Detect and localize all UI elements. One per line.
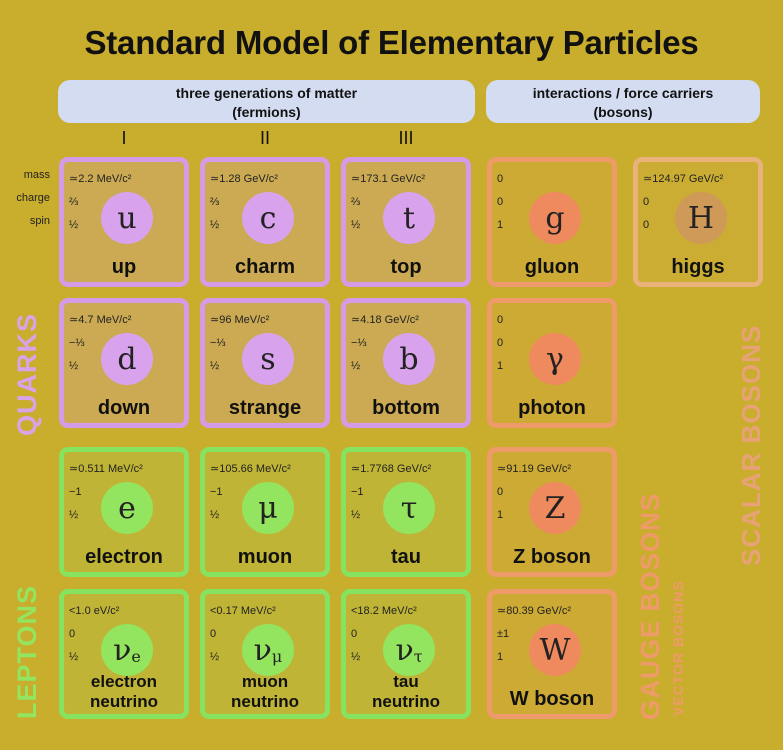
particle-symbol: [101, 624, 153, 676]
particle-symbol: d: [101, 333, 153, 385]
mass-value: ≃80.39 GeV/c²: [497, 605, 572, 617]
mass-value: ≃91.19 GeV/c²: [497, 463, 572, 475]
particle-symbol: t: [383, 192, 435, 244]
particle-name: muon: [237, 546, 293, 568]
leptons-group-label: LEPTONS: [12, 584, 42, 719]
particle-symbol: [383, 624, 435, 676]
particle-name-line2: neutrino: [90, 692, 158, 711]
mass-row-label: mass: [23, 169, 50, 181]
quarks-group-label: QUARKS: [12, 312, 42, 436]
particle-symbol: Z: [529, 482, 581, 534]
symbol-main: ν: [253, 632, 272, 668]
particle-name: strange: [228, 397, 302, 419]
particle-name-line1: electron: [90, 672, 158, 691]
particle-symbol: W: [529, 624, 581, 676]
mass-value: ≃173.1 GeV/c²: [351, 173, 426, 185]
particle-card-charm: [200, 157, 330, 287]
symbol-main: ν: [113, 632, 132, 668]
particle-name: photon: [518, 397, 586, 419]
charge-value: −1: [351, 486, 364, 498]
charge-value: 0: [351, 628, 358, 640]
symbol-subscript: μ: [271, 646, 283, 666]
particle-name: [346, 672, 466, 712]
particle-name: Z boson: [513, 546, 591, 568]
spin-value: ½: [351, 360, 361, 372]
particle-card-down: [59, 298, 189, 428]
spin-value: 1: [497, 509, 504, 521]
particle-name: bottom: [372, 397, 440, 419]
particle-symbol: μ: [242, 482, 294, 534]
particle-symbol: g: [529, 192, 581, 244]
mass-value: ≃1.7768 GeV/c²: [351, 463, 432, 475]
particle-name: gluon: [524, 256, 580, 278]
charge-value: 0: [497, 337, 504, 349]
particle-card-tau: [341, 447, 471, 577]
particle-symbol: τ: [383, 482, 435, 534]
particle-card-photon: [487, 298, 617, 428]
charge-value: ±1: [497, 628, 510, 640]
spin-value: 1: [497, 651, 504, 663]
particle-card-z-boson: [487, 447, 617, 577]
mass-value: ≃0.511 MeV/c²: [69, 463, 143, 475]
particle-name: tau: [391, 546, 421, 568]
particle-card-bottom: [341, 298, 471, 428]
spin-value: ½: [69, 219, 79, 231]
particle-card-higgs: [633, 157, 763, 287]
forces-banner: [486, 80, 760, 123]
forces-banner-line1: interactions / force carriers: [532, 85, 714, 101]
particle-card-muon: [200, 447, 330, 577]
spin-value: 1: [497, 360, 504, 372]
particle-symbol: γ: [529, 333, 581, 385]
spin-value: ½: [210, 651, 220, 663]
mass-value: <18.2 MeV/c²: [351, 605, 417, 617]
particle-card-electron: [59, 447, 189, 577]
spin-value: 1: [497, 219, 504, 231]
particle-card-up: [59, 157, 189, 287]
particle-name: electron: [85, 546, 163, 568]
symbol-subscript: τ: [413, 646, 423, 666]
mass-value: ≃2.2 MeV/c²: [69, 173, 132, 185]
mass-value: ≃105.66 MeV/c²: [210, 463, 291, 475]
particle-symbol: [242, 624, 294, 676]
spin-value: ½: [351, 509, 361, 521]
scalar-bosons-group-label: SCALAR BOSONS: [736, 324, 766, 566]
mass-value: ≃1.28 GeV/c²: [210, 173, 278, 185]
spin-row-label: spin: [29, 215, 50, 227]
particle-card-w-boson: [487, 589, 617, 719]
charge-value: 0: [643, 196, 650, 208]
symbol-subscript: e: [131, 646, 141, 666]
charge-value: 0: [497, 196, 504, 208]
spin-value: ½: [351, 651, 361, 663]
charge-value: −⅓: [69, 337, 85, 349]
mass-value: <0.17 MeV/c²: [210, 605, 276, 617]
gauge-bosons-group-label: GAUGE BOSONS: [635, 492, 665, 720]
particle-name: top: [390, 256, 422, 278]
charge-value: ⅔: [69, 196, 79, 208]
spin-value: ½: [210, 360, 220, 372]
particle-symbol: u: [101, 192, 153, 244]
charge-value: 0: [497, 486, 504, 498]
particle-symbol: e: [101, 482, 153, 534]
particle-card-tau-neutrino: [341, 589, 471, 719]
particle-name: [64, 672, 184, 712]
page-title: Standard Model of Elementary Particles: [84, 24, 699, 61]
particle-card-strange: [200, 298, 330, 428]
spin-value: ½: [69, 509, 79, 521]
charge-value: ⅔: [210, 196, 220, 208]
particle-name-line1: muon: [241, 672, 289, 691]
particle-card-gluon: [487, 157, 617, 287]
particle-symbol: b: [383, 333, 435, 385]
particle-name: up: [111, 256, 137, 278]
charge-value: −1: [69, 486, 82, 498]
mass-value: ≃4.7 MeV/c²: [69, 314, 132, 326]
particle-name-line1: tau: [393, 672, 419, 691]
mass-value: ≃124.97 GeV/c²: [643, 173, 724, 185]
forces-banner-line2: (bosons): [593, 104, 653, 120]
charge-value: 0: [69, 628, 76, 640]
spin-value: ½: [210, 219, 220, 231]
particle-name: [205, 672, 325, 712]
spin-value: ½: [69, 360, 79, 372]
charge-value: 0: [210, 628, 217, 640]
mass-value: <1.0 eV/c²: [69, 605, 120, 617]
generation-1-label: I: [121, 128, 127, 148]
matter-banner: [58, 80, 475, 123]
particle-symbol: H: [675, 192, 727, 244]
particle-symbol: s: [242, 333, 294, 385]
mass-value: ≃96 MeV/c²: [210, 314, 270, 326]
particle-name: charm: [234, 256, 296, 278]
mass-value: ≃4.18 GeV/c²: [351, 314, 419, 326]
mass-value: 0: [497, 314, 504, 326]
charge-value: −⅓: [351, 337, 367, 349]
particle-name: W boson: [509, 688, 595, 710]
charge-row-label: charge: [16, 192, 50, 204]
particle-card-electron-neutrino: [59, 589, 189, 719]
charge-value: −⅓: [210, 337, 226, 349]
particle-card-muon-neutrino: [200, 589, 330, 719]
particle-symbol: c: [242, 192, 294, 244]
generation-2-label: II: [259, 128, 270, 148]
symbol-main: ν: [395, 632, 414, 668]
particle-name: down: [97, 397, 151, 419]
charge-value: ⅔: [351, 196, 361, 208]
generation-3-label: III: [398, 128, 414, 148]
spin-value: ½: [69, 651, 79, 663]
particle-name-line2: neutrino: [372, 692, 440, 711]
particle-card-top: [341, 157, 471, 287]
vector-bosons-group-label: VECTOR BOSONS: [670, 580, 686, 716]
spin-value: ½: [210, 509, 220, 521]
mass-value: 0: [497, 173, 504, 185]
matter-banner-line2: (fermions): [232, 104, 301, 120]
spin-value: 0: [643, 219, 650, 231]
spin-value: ½: [351, 219, 361, 231]
particle-name-line2: neutrino: [231, 692, 299, 711]
particle-name: higgs: [671, 256, 725, 278]
matter-banner-line1: three generations of matter: [175, 85, 358, 101]
charge-value: −1: [210, 486, 223, 498]
